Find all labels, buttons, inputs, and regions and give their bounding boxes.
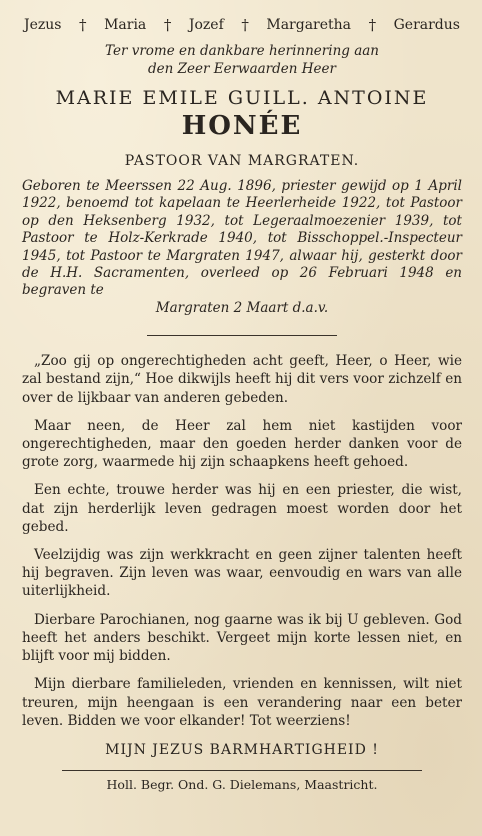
given-names: MARIE EMILE GUILL. ANTOINE	[55, 87, 429, 109]
dedication-line-2: den Zeer Eerwaarden Heer	[148, 61, 336, 77]
name-jozef: Jozef	[188, 17, 224, 33]
divider	[147, 335, 337, 336]
cross-icon: †	[79, 16, 87, 34]
name-margaretha: Margaretha	[266, 17, 352, 33]
paragraph-priest: Een echte, trouwe herder was hij en een priester, die wist, dat zijn herderlijk leven gedragen moest worden door het gebed.	[22, 482, 462, 535]
paragraph-parishioners: Dierbare Parochianen, nog gaarne was ik bij U gebleven. God heeft het anders beschikt. Vergeet mijn korte lessen niet, en blijft voor mij bidden.	[22, 611, 462, 665]
dedication-line-1: Ter vrome en dankbare herinnering aan	[105, 43, 379, 59]
paragraph-family: Mijn dierbare familieleden, vrienden en kennissen, wilt niet treuren, mijn heengaan is een verandering naar een beter leven. Bidden we voor elkander! Tot weerziens!	[22, 676, 462, 729]
biography	[22, 178, 462, 317]
paragraph-psalm: „Zoo gij op ongerechtigheden acht geeft, Heer, o Heer, wie zal bestand zijn,“ Hoe dikwijls heeft hij dit vers voor zichzelf en over de lijkbaar van anderen gebeden.	[22, 353, 462, 406]
paragraph-shepherd: Maar neen, de Heer zal hem niet kastijden voor ongerechtigheden, maar den goeden herder danken voor de grote zorg, waarmede hij zijn schaapkens heeft gehoed.	[22, 417, 462, 471]
name-gerardus: Gerardus	[393, 17, 460, 33]
cross-icon: †	[368, 16, 377, 34]
biography-text: Geboren te Meerssen 22 Aug. 1896, priester gewijd op 1 April 1922, benoemd tot kapelaan te Heerlerheide 1922, tot Pastoor op den Heksenberg 1932, tot Legeraalmoezenier 1939, tot Pastoor te Holz-Kerkrade 1940, tot Bisschoppel.-Inspecteur 1945, tot Pastoor te Margraten 1947, alwaar hij, gesterkt door de H.H. Sacramenten, overleed op 26 Februari 1948 en begraven te	[22, 178, 462, 299]
role-title: PASTOOR VAN MARGRATEN.	[124, 153, 360, 169]
cross-icon: †	[163, 16, 172, 34]
printer-credit: Holl. Begr. Ond. G. Dielemans, Maastricht.	[106, 776, 378, 792]
biography-last-line: Margraten 2 Maart d.a.v.	[155, 299, 329, 316]
surname: HONÉE	[181, 111, 303, 141]
cross-icon: †	[241, 16, 249, 34]
name-jezus: Jezus	[24, 17, 62, 33]
name-maria: Maria	[104, 17, 147, 33]
holy-names-row	[24, 14, 460, 36]
motto: MIJN JEZUS BARMHARTIGHEID !	[105, 741, 379, 758]
divider-bottom	[62, 770, 422, 771]
paragraph-talents: Veelzijdig was zijn werkkracht en geen zijner talenten heeft hij begraven. Zijn leven was waar, eenvoudig en wars van alle uiterlijkheid.	[22, 547, 462, 600]
